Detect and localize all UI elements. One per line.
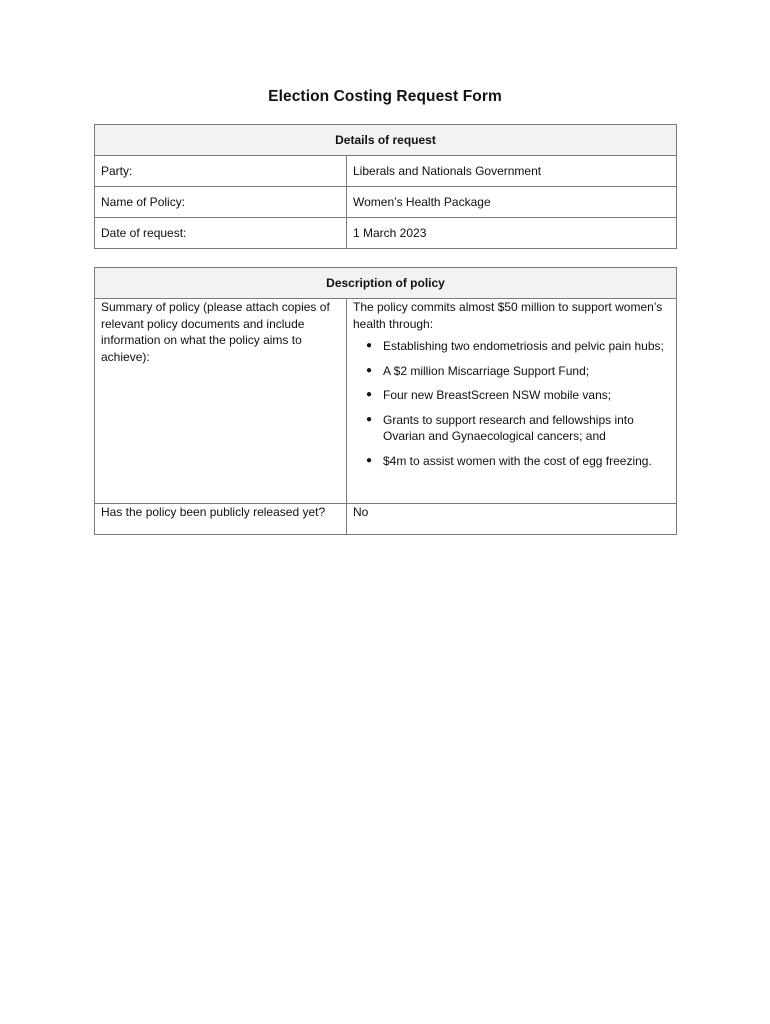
party-value: Liberals and Nationals Government: [347, 156, 677, 187]
list-item: [366, 412, 670, 445]
table-row: [95, 156, 677, 187]
details-header: Details of request: [95, 125, 677, 156]
table-row: [95, 504, 677, 535]
table-row: [95, 299, 677, 504]
bullet-icon: ●: [366, 364, 373, 376]
summary-value: [347, 299, 677, 504]
bullet-icon: ●: [366, 389, 373, 400]
list-item: [366, 363, 670, 380]
list-item: [366, 453, 670, 470]
list-item: [366, 387, 670, 404]
page-title: Election Costing Request Form: [268, 88, 502, 105]
request-date-value: 1 March 2023: [347, 218, 677, 249]
bullet-icon: ●: [366, 413, 373, 425]
summary-intro: The policy commits almost $50 million to support women’s health through:: [353, 300, 663, 331]
party-label: Party:: [95, 156, 347, 187]
bullet-icon: ●: [366, 340, 373, 351]
released-label: Has the policy been publicly released yet?: [95, 504, 347, 535]
request-date-label: Date of request:: [95, 218, 347, 249]
list-item: [366, 338, 670, 355]
summary-label: Summary of policy (please attach copies of relevant policy documents and include information on what the policy aims to achieve):: [95, 299, 347, 504]
details-table: [94, 124, 677, 249]
policy-name-label: Name of Policy:: [95, 187, 347, 218]
table-row: [95, 218, 677, 249]
list-item-text: A $2 million Miscarriage Support Fund;: [383, 363, 590, 378]
bullet-icon: ●: [366, 454, 373, 466]
policy-header: Description of policy: [95, 268, 677, 299]
summary-list: [353, 338, 670, 469]
list-item-text: Establishing two endometriosis and pelvic pain hubs;: [383, 339, 664, 353]
list-item-text: $4m to assist women with the cost of egg freezing.: [383, 453, 652, 468]
list-item-text: Four new BreastScreen NSW mobile vans;: [383, 388, 612, 402]
table-row: [95, 187, 677, 218]
list-item-text: Grants to support research and fellowships into Ovarian and Gynaecological cancers; and: [383, 412, 634, 443]
released-value: No: [347, 504, 677, 535]
policy-name-value: Women’s Health Package: [347, 187, 677, 218]
policy-table: [94, 267, 677, 535]
